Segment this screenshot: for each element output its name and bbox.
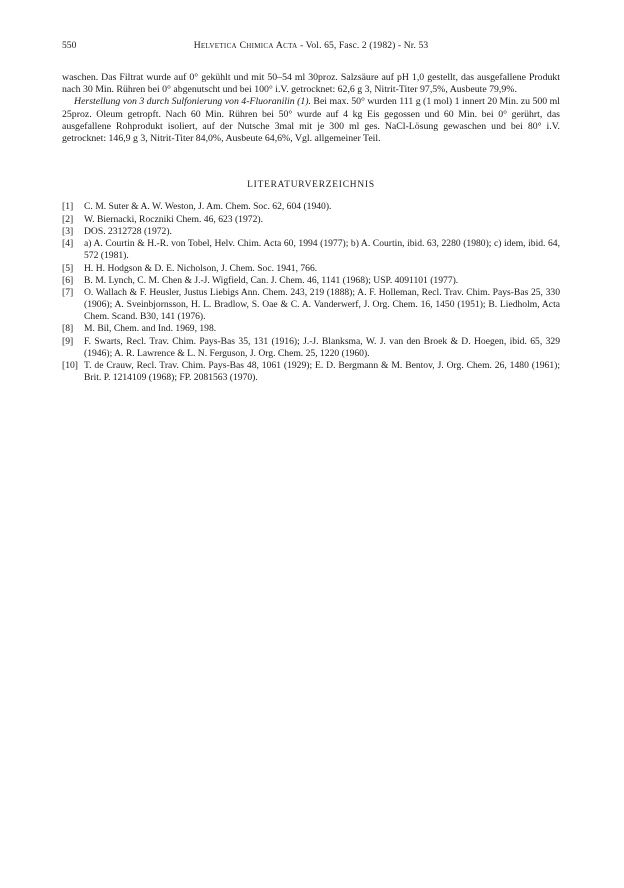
reference-number: [5] [62, 262, 74, 274]
running-head [62, 40, 560, 51]
reference-item [62, 263, 560, 275]
reference-text: W. Biernacki, Roczniki Chem. 46, 623 (1972). [84, 213, 263, 225]
reference-text: F. Swarts, Recl. Trav. Chim. Pays-Bas 35, 131 (1916); J.-J. Blanksma, W. J. van den Broek & D. Hoegen, ibid. 65, 329 (1946); A. R. Lawrence & L. N. Ferguson, J. Org. Chem. 25, 1220 (1960). [84, 335, 560, 359]
reference-item [62, 336, 560, 360]
references-heading: LITERATURVERZEICHNIS [247, 180, 375, 191]
reference-text: a) A. Courtin & H.-R. von Tobel, Helv. Chim. Acta 60, 1994 (1977); b) A. Courtin, ibid. 63, 2280 (1980); c) idem, ibid. 64, 572 (1981). [84, 238, 560, 262]
page-number: 550 [62, 40, 77, 51]
reference-item [62, 238, 560, 262]
reference-number: [9] [62, 335, 74, 347]
reference-number: [4] [62, 238, 74, 250]
page-header [62, 40, 560, 56]
experimental-text [62, 72, 560, 145]
journal-issue: - Vol. 65, Fasc. 2 (1982) - Nr. 53 [297, 40, 429, 51]
reference-number: [3] [62, 226, 74, 237]
reference-item [62, 360, 560, 384]
reference-item [62, 323, 560, 335]
reference-item [62, 201, 560, 213]
reference-number: [10] [62, 359, 78, 371]
reference-text: T. de Crauw, Recl. Trav. Chim. Pays-Bas 48, 1061 (1929); E. D. Bergmann & M. Bentov, J. Org. Chem. 26, 1480 (1961); Brit. P. 1214109 (1968); FP. 2081563 (1970). [84, 359, 560, 383]
journal-name: Helvetica Chimica Acta [193, 40, 298, 51]
reference-number: [8] [62, 323, 74, 335]
reference-number: [1] [62, 201, 74, 213]
reference-number: [2] [62, 213, 74, 225]
references-list [62, 201, 560, 383]
reference-item [62, 275, 560, 287]
paragraph-1: waschen. Das Filtrat wurde auf 0° gekühlt und mit 50–54 ml 30proz. Salzsäure auf pH 1,0 gestellt, das ausgefallene Produkt nach 30 Min. Rühren bei 0° abgenutscht und bei 100° i.V. getrocknet: 62,6 g 3, Nitrit-Titer 97,5%, Ausbeute 79,9%. [62, 72, 560, 96]
reference-text: H. H. Hodgson & D. E. Nicholson, J. Chem. Soc. 1941, 766. [84, 262, 318, 274]
reference-text: C. M. Suter & A. W. Weston, J. Am. Chem. Soc. 62, 604 (1940). [84, 201, 332, 213]
reference-item [62, 287, 560, 322]
reference-text: B. M. Lynch, C. M. Chen & J.-J. Wigfield, Can. J. Chem. 46, 1141 (1968); USP. 4091101 (1977). [84, 274, 459, 286]
reference-number: [6] [62, 274, 74, 286]
paragraph-2-text: Bei max. 50° wurden 111 g (1 mol) 1 innert 20 Min. zu 500 ml 25proz. Oleum getropft. Nach 60 Min. Rühren bei 50° wurde auf 4 kg Eis gegossen und 60 Min. bei 0° gerührt, das ausgefallene Rohprodukt isoliert, auf der Nutsche 3mal mit je 300 ml ges. NaCl-Lösung gewaschen und bei 80° i.V. getrocknet: 146,9 g 3, Nitrit-Titer 84,0%, Ausbeute 64,6%, Vgl. allgemeiner Teil. [62, 96, 560, 145]
reference-text: M. Bil, Chem. and Ind. 1969, 198. [84, 323, 217, 335]
reference-item [62, 214, 560, 226]
paragraph-2 [62, 96, 560, 145]
paragraph-2-title: Herstellung von 3 durch Sulfonierung von 4-Fluoranilin (1). [74, 96, 311, 108]
reference-text: O. Wallach & F. Heusler, Justus Liebigs Ann. Chem. 243, 219 (1888); A. F. Holleman, Recl. Trav. Chim. Pays-Bas 25, 330 (1906); A. Sveinbjornsson, H. L. Bradlow, S. Oae & C. A. Vanderwerf, J. Org. Chem. 16, 1450 (1951); B. Liedholm, Acta Chem. Scand. B30, 141 (1976). [84, 287, 560, 322]
page [62, 40, 560, 384]
reference-item [62, 226, 560, 238]
reference-number: [7] [62, 287, 74, 299]
reference-text: DOS. 2312728 (1972). [84, 226, 172, 237]
